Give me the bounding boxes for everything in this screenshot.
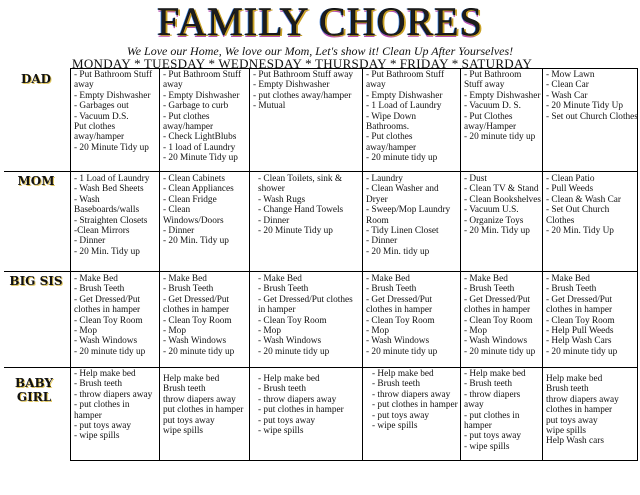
chore-cell-mom-saturday: - Clean Patio - Pull Weeds - Clean & Wash Car - Set Out Church Clothes - 20 Min. Tidy Up (546, 174, 621, 237)
column-divider (362, 68, 363, 461)
day-separator: * (451, 56, 459, 71)
chore-cell-baby-girl-friday: - Help make bed - Brush teeth - throw diapers away - put clothes in hamper - put toys away - wipe spills (464, 369, 526, 452)
chore-cell-big-sis-tuesday: - Make Bed - Brush Teeth - Get Dressed/Put clothes in hamper - Clean Toy Room - Mop - Wash Windows - 20 minute tidy up (163, 274, 235, 357)
chore-cell-mom-thursday: - Laundry - Clean Washer and Dryer - Sweep/Mop Laundry Room - Tidy Linen Closet - Dinner - 20 Min. tidy up (366, 174, 451, 257)
day-header-monday: MONDAY (72, 56, 132, 71)
chore-cell-dad-tuesday: - Put Bathroom Stuff away - Empty Dishwasher - Garbage to curb - Put clothes away/hamper - Check LightBlubs - 1 load of Laundry - 20 Minute Tidy up (163, 70, 242, 164)
row-divider (4, 271, 638, 272)
chore-cell-baby-girl-tuesday: Help make bed Brush teeth throw diapers away put clothes in hamper put toys away wipe spills (163, 374, 244, 437)
chore-cell-big-sis-wednesday: - Make Bed - Brush Teeth - Get Dressed/Put clothes in hamper - Clean Toy Room - Mop - Wash Windows - 20 minute tidy up (258, 274, 353, 357)
chore-cell-mom-wednesday: - Clean Toilets, sink & shower - Wash Rugs - Change Hand Towels - Dinner - 20 Minute Tidy up (258, 174, 344, 237)
chore-cell-mom-tuesday: - Clean Cabinets - Clean Appliances - Clean Fridge - Clean Windows/Doors - Dinner - 20 Min. Tidy up (163, 174, 234, 247)
day-header-thursday: THURSDAY (314, 56, 387, 71)
day-header-wednesday: WEDNESDAY (218, 56, 303, 71)
page-title: FAMILY CHORES (157, 0, 483, 44)
column-divider (460, 68, 461, 461)
chore-cell-big-sis-friday: - Make Bed - Brush Teeth - Get Dressed/Put clothes in hamper - Clean Toy Room - Mop - Wash Windows - 20 minute tidy up (464, 274, 536, 357)
chore-cell-mom-monday: - 1 Load of Laundry - Wash Bed Sheets - Wash Baseboards/walls - Straighten Closets -Clean Mirrors - Dinner - 20 Min. Tidy up (74, 174, 150, 257)
chore-cell-big-sis-saturday: - Make Bed - Brush Teeth - Get Dressed/Put clothes in hamper - Clean Toy Room - Help Pull Weeds - Help Wash Cars - 20 minute tidy up (546, 274, 618, 357)
day-separator: * (305, 56, 312, 71)
row-divider (4, 171, 638, 172)
chore-cell-dad-monday: - Put Bathroom Stuff away - Empty Dishwasher - Garbages out - Vacuum D.S. Put clothes away/hamper - 20 Minute Tidy up (74, 70, 153, 153)
column-divider (159, 68, 160, 461)
chore-cell-big-sis-monday: - Make Bed - Brush Teeth - Get Dressed/Put clothes in hamper - Clean Toy Room - Mop - Wash Windows - 20 minute tidy up (74, 274, 146, 357)
day-header-friday: FRIDAY (399, 56, 449, 71)
column-divider (542, 68, 543, 461)
chore-cell-dad-wednesday: - Put Bathroom Stuff away - Empty Dishwasher - put clothes away/hamper - Mutual (253, 70, 354, 112)
person-label-mom: MOM (17, 174, 55, 188)
chore-cell-baby-girl-thursday: - Help make bed - Brush teeth - throw diapers away - put clothes in hamper - put toys away - wipe spills (372, 369, 458, 432)
person-label-dad: DAD (20, 72, 52, 86)
day-separator: * (134, 56, 141, 71)
chore-cell-baby-girl-monday: - Help make bed - Brush teeth - throw diapers away - put clothes in hamper - put toys away - wipe spills (74, 369, 153, 442)
chore-cell-dad-thursday: - Put Bathroom Stuff away - Empty Dishwasher - 1 Load of Laundry - Wipe Down Bathrooms. - Put clothes away/hamper - 20 minute tidy up (366, 70, 445, 164)
chore-cell-baby-girl-saturday: Help make bed Brush teeth throw diapers away clothes in hamper put toys away wipe spills Help Wash cars (546, 374, 619, 447)
chore-cell-big-sis-thursday: - Make Bed - Brush Teeth - Get Dressed/Put clothes in hamper - Clean Toy Room - Mop - Wash Windows - 20 minute tidy up (366, 274, 438, 357)
chore-cell-mom-friday: - Dust - Clean TV & Stand - Clean Bookshelves - Vacuum U.S. - Organize Toys - 20 Min. Tidy up (464, 174, 541, 237)
chore-cell-dad-friday: - Put Bathroom Stuff away - Empty Dishwasher - Vacuum D. S. - Put Clothes away/Hamper - 20 minute tidy up (464, 70, 541, 143)
day-separator: * (389, 56, 397, 71)
person-label-baby-girl: BABY GIRL (15, 376, 53, 404)
day-separator: * (208, 56, 216, 71)
chore-cell-baby-girl-wednesday: - Help make bed - Brush teeth - throw diapers away - put clothes in hamper - put toys away - wipe spills (258, 374, 344, 437)
column-divider (249, 68, 250, 461)
row-divider (4, 367, 638, 368)
day-header-saturday: SATURDAY (461, 56, 533, 71)
chore-cell-dad-saturday: - Mow Lawn - Clean Car - Wash Car - 20 Minute Tidy Up - Set out Church Clothes (546, 70, 638, 122)
day-header-tuesday: TUESDAY (143, 56, 206, 71)
page-subtitle: We Love our Home, We love our Mom, Let's show it! Clean Up After Yourselves! (126, 44, 514, 58)
person-label-big-sis: BIG SIS (9, 274, 63, 288)
